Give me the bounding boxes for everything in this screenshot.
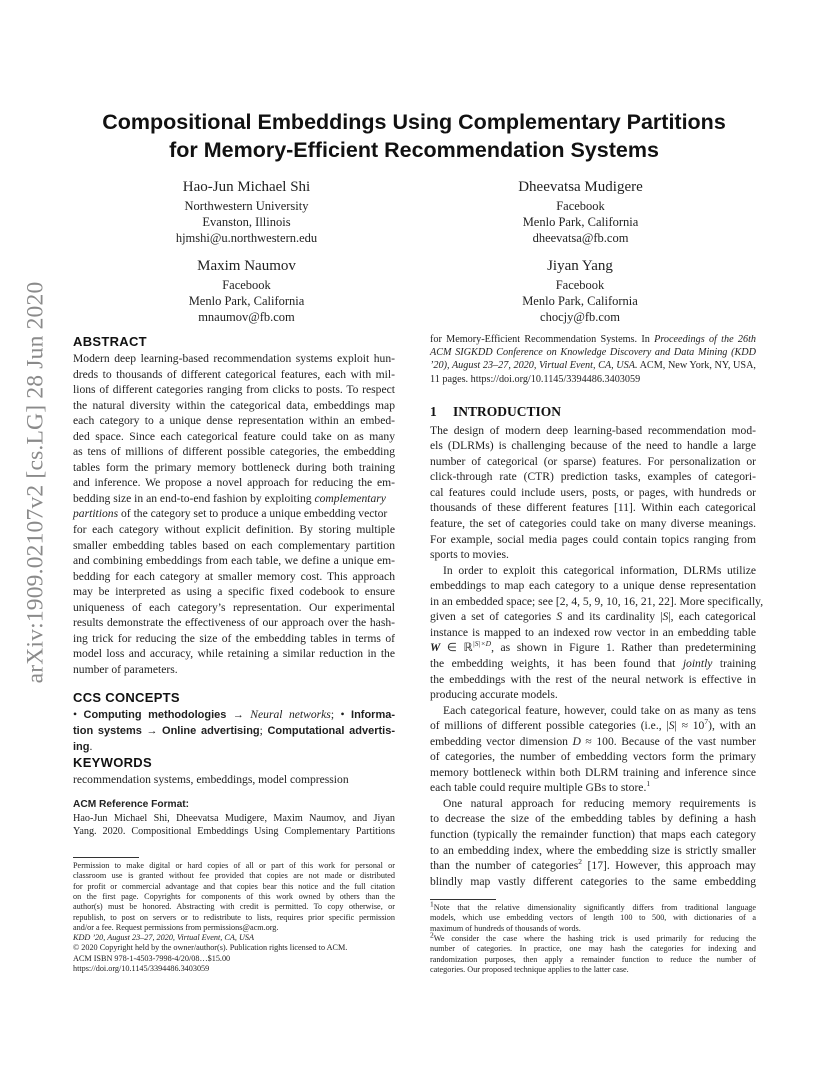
abstract-line: dreds to thousands of different categorical features, each with mil- bbox=[73, 367, 395, 381]
abstract-line: ded space. Since each categorical feature could take on as many bbox=[73, 429, 395, 443]
acm-reference-line: Yang. 2020. Compositional Embeddings Using Complementary Partitions bbox=[73, 825, 395, 837]
permission-line: author(s) must be honored. Abstracting with credit is permitted. To copy otherwise, or bbox=[73, 902, 395, 912]
ccs-line bbox=[73, 739, 395, 755]
author-location: Menlo Park, California bbox=[522, 215, 639, 230]
title-line-1: Compositional Embeddings Using Complementary Partitions bbox=[102, 110, 726, 134]
math-symbol: ∈ ℝ bbox=[440, 641, 473, 655]
body-text: of millions of different possible categories (i.e., | bbox=[430, 719, 669, 733]
arrow-icon: → bbox=[232, 709, 244, 722]
body-line bbox=[430, 858, 756, 874]
body-line: number of categorical (or sparse) features. For personalization or bbox=[430, 454, 756, 468]
bullet: • bbox=[340, 708, 345, 722]
body-line: cal features could include users, posts, or pages, with hundreds or bbox=[430, 485, 756, 499]
math-exponent: |S|×D bbox=[472, 639, 492, 649]
footnote-divider bbox=[73, 857, 139, 858]
conference-venue bbox=[73, 933, 395, 943]
acm-reference-line: 11 pages. https://doi.org/10.1145/3394486.3403059 bbox=[430, 373, 641, 385]
body-text: training bbox=[712, 656, 756, 670]
abstract-line: smaller embedding tables based on each complementary partition bbox=[73, 538, 395, 552]
author-name: Hao-Jun Michael Shi bbox=[182, 179, 311, 195]
abstract-line bbox=[73, 506, 395, 522]
body-text: embedding vector dimension bbox=[430, 734, 573, 748]
author-affiliation: Northwestern University bbox=[184, 199, 309, 213]
author-location: Menlo Park, California bbox=[188, 294, 305, 309]
abstract-line: results demonstrate the effectiveness of our approach over the hash- bbox=[73, 616, 395, 630]
separator: ; bbox=[259, 724, 263, 738]
intro-paragraph bbox=[430, 423, 756, 563]
ccs-subterm: Neural networks bbox=[250, 708, 331, 722]
permission-line: Permission to make digital or hard copies of all or part of this work for personal or bbox=[73, 861, 395, 871]
body-line: feature, the set of categories could take on many diverse meanings. bbox=[430, 517, 756, 531]
acm-reference-line bbox=[430, 359, 756, 372]
body-text: ≈ 100. Because of the vast number bbox=[580, 734, 756, 748]
body-text: each table could require multiple GBs to store. bbox=[430, 781, 647, 795]
acm-reference-line bbox=[430, 333, 756, 346]
abstract-line: Modern deep learning-based recommendation systems exploit hun- bbox=[73, 352, 395, 365]
author-name: Maxim Naumov bbox=[197, 258, 296, 274]
abstract-line: and combining embeddings from each table, we define a unique em- bbox=[73, 554, 395, 568]
ccs-term: Informa- bbox=[351, 709, 396, 722]
body-line: to an embedding index, where the embedding size is strictly smaller bbox=[430, 843, 756, 857]
author-location: Evanston, Illinois bbox=[202, 215, 291, 230]
footnote-marker: 2 bbox=[430, 930, 434, 940]
permission-line: and/or a fee. Request permissions from permissions@acm.org. bbox=[73, 922, 279, 932]
ref-venue: ACM SIGKDD Conference on Knowledge Discovery and Data Mining (KDD bbox=[430, 347, 756, 359]
permission-line: on the first page. Copyrights for components of this work owned by others than the bbox=[73, 891, 395, 901]
math-symbol: W bbox=[430, 641, 441, 655]
arxiv-identifier-text: arXiv:1909.02107v2 [cs.LG] 28 Jun 2020 bbox=[22, 281, 49, 684]
footnote-marker[interactable]: 2 bbox=[578, 857, 583, 867]
permission-line: republish, to post on servers or to redistribute to lists, requires prior specific permission bbox=[73, 912, 395, 922]
author-block bbox=[480, 257, 680, 326]
period: . bbox=[89, 739, 93, 753]
permission-line: for profit or commercial advantage and that copies bear this notice and the full citation bbox=[73, 881, 395, 891]
math-exponent: 7 bbox=[704, 717, 709, 727]
abstract-line: model loss and accuracy, while retaining a similar reduction in the bbox=[73, 647, 395, 661]
keywords-text: recommendation systems, embeddings, model compression bbox=[73, 773, 349, 787]
body-line bbox=[430, 656, 756, 672]
author-name: Jiyan Yang bbox=[547, 258, 613, 274]
body-line: function (typically the remainder function) that maps each category bbox=[430, 827, 756, 841]
body-line bbox=[430, 609, 756, 625]
ccs-line bbox=[73, 723, 395, 739]
body-line: of categories, the number of embedding vectors form the primary bbox=[430, 750, 756, 764]
body-line bbox=[430, 718, 756, 734]
body-line: sports to movies. bbox=[430, 548, 509, 562]
acm-reference-continued bbox=[430, 333, 756, 386]
abstract-line: each category to a unique dense representation within an embed- bbox=[73, 414, 395, 428]
ccs-concepts bbox=[73, 707, 395, 754]
body-line: instance is mapped to an indexed row vector in an embedding table bbox=[430, 625, 756, 639]
abstract-emphasis: complementary bbox=[314, 491, 386, 505]
footnote-line: models, which use embedding vectors of length 100 to 500, with dictionaries of a bbox=[430, 913, 756, 923]
abstract-text: bedding size in an end-to-end fashion by exploiting bbox=[73, 491, 315, 505]
author-email[interactable]: hjmshi@u.northwestern.edu bbox=[175, 231, 318, 246]
arrow-icon: → bbox=[146, 725, 158, 738]
footnote-text: We consider the case where the hashing trick is used primarily for reducing the bbox=[433, 934, 756, 944]
body-text: [17]. However, this approach may bbox=[582, 859, 756, 873]
body-line: producing accurate models. bbox=[430, 688, 558, 702]
abstract-line: and inference. We propose a novel approach for reducing the em- bbox=[73, 476, 395, 490]
acm-reference-line: Hao-Jun Michael Shi, Dheevatsa Mudigere, Maxim Naumov, and Jiyan bbox=[73, 812, 395, 824]
body-line: blindly map vastly different categories to the same embedding bbox=[430, 874, 756, 888]
abstract-line: uniqueness of each category’s representation. Our experimental bbox=[73, 600, 395, 614]
abstract-line: number of parameters. bbox=[73, 662, 178, 676]
footnote-line bbox=[430, 899, 756, 913]
ccs-subterm: Online advertising bbox=[162, 725, 260, 738]
abstract-line: as tens of millions of different possible categories, the embedding bbox=[73, 445, 395, 459]
body-text: the embedding weights, it has been found that bbox=[430, 656, 683, 670]
math-symbol: D bbox=[572, 734, 581, 748]
author-block bbox=[467, 178, 694, 247]
abstract-line: may be interpreted as using a specific fixed codebook to ensure bbox=[73, 585, 395, 599]
footnote-marker[interactable]: 1 bbox=[646, 779, 651, 789]
body-line: The design of modern deep learning-based recommendation mod- bbox=[430, 423, 756, 437]
body-line: Each categorical feature, however, could take on as many as tens bbox=[443, 703, 756, 717]
abstract-line: bedding for each category at smaller memory cost. This approach bbox=[73, 569, 395, 583]
title-line-2: for Memory-Efficient Recommendation Systems bbox=[169, 138, 659, 162]
footnote-line: maximum of hundreds of thousands of words. bbox=[430, 923, 581, 933]
author-email[interactable]: mnaumov@fb.com bbox=[198, 310, 295, 325]
body-line: click-through rate (CTR) prediction tasks, examples of categori- bbox=[430, 470, 756, 484]
abstract-line: for each category without explicit definition. By storing multiple bbox=[73, 523, 395, 537]
abstract-heading: ABSTRACT bbox=[73, 334, 147, 349]
permission-line: classroom use is granted without fee provided that copies are not made or distributed bbox=[73, 871, 395, 881]
footnote-line: categories. Our proposed technique applies to the latter case. bbox=[430, 964, 629, 974]
venue-text: KDD ’20, August 23–27, 2020, Virtual Event, CA, USA bbox=[73, 933, 254, 943]
author-name: Dheevatsa Mudigere bbox=[518, 179, 643, 195]
footnote-line: number of categories. In practice, one may hash the categories for indexing and bbox=[430, 944, 756, 954]
math-symbol: S bbox=[556, 610, 563, 624]
author-affiliation: Facebook bbox=[556, 199, 605, 213]
footnote-line bbox=[430, 930, 756, 944]
body-text: and its cardinality | bbox=[562, 610, 663, 624]
keywords-heading: KEYWORDS bbox=[73, 755, 152, 771]
doi-link[interactable]: https://doi.org/10.1145/3394486.3403059 bbox=[73, 964, 210, 974]
section-title: INTRODUCTION bbox=[453, 403, 562, 419]
ccs-line bbox=[73, 707, 395, 723]
math-symbol: S bbox=[668, 719, 675, 733]
footnote-marker: 1 bbox=[430, 899, 434, 909]
paper-title bbox=[60, 108, 768, 164]
abstract-body bbox=[73, 351, 395, 677]
permission-notice bbox=[73, 861, 395, 974]
body-text: given a set of categories bbox=[430, 610, 557, 624]
separator: ; bbox=[330, 708, 335, 722]
body-line bbox=[430, 640, 756, 656]
body-text: | ≈ 10 bbox=[674, 719, 705, 733]
body-text: than the number of categories bbox=[430, 859, 579, 873]
body-line bbox=[430, 734, 756, 750]
author-affiliation: Facebook bbox=[555, 278, 605, 292]
ccs-term: tion systems bbox=[73, 725, 142, 738]
abstract-emphasis: partitions bbox=[73, 507, 119, 521]
author-block bbox=[140, 178, 353, 247]
abstract-line: lions of different categories ranging from clicks to posts. To respect bbox=[73, 383, 395, 397]
body-text: ), with an bbox=[708, 719, 756, 733]
body-line: embeddings to map each category to a unique dense representation bbox=[430, 579, 756, 593]
acm-reference-line bbox=[430, 346, 756, 359]
author-block bbox=[150, 257, 343, 326]
ccs-subterm: Computational advertis- bbox=[267, 725, 396, 738]
section-number: 1 bbox=[430, 403, 437, 419]
body-line: memory bottleneck within both DLRM training and inference since bbox=[430, 765, 756, 779]
body-line: thousands of these different features [11]. Within each categorical bbox=[430, 501, 756, 515]
ccs-term: Computing methodologies bbox=[83, 709, 227, 722]
abstract-line: the natural diversity within the categorical data, embeddings map bbox=[73, 398, 395, 412]
footnote-text: Note that the relative dimensionality significantly differs from traditional language bbox=[433, 903, 756, 913]
body-text: |, each categorical bbox=[668, 610, 756, 624]
isbn-line: ACM ISBN 978-1-4503-7998-4/20/08…$15.00 bbox=[73, 953, 231, 963]
acm-reference-heading: ACM Reference Format: bbox=[73, 798, 190, 810]
body-line: els (DLRMs) is challenging because of the need to handle a large bbox=[430, 439, 756, 453]
ccs-subterm: ing bbox=[73, 740, 90, 753]
intro-paragraph bbox=[430, 703, 756, 796]
body-text: , as shown in Figure 1. Rather than predetermining bbox=[491, 641, 756, 655]
intro-paragraph bbox=[430, 796, 756, 889]
body-line: in an embedded space; see [2, 4, 5, 9, 10, 16, 21, 22]. More specifically, bbox=[430, 594, 764, 608]
abstract-text: of the category set to produce a unique embedding vector bbox=[118, 507, 388, 521]
body-line: to decrease the size of the embedding tables by defining a hash bbox=[430, 812, 756, 826]
ref-venue: Proceedings of the 26th bbox=[654, 334, 756, 345]
body-line bbox=[430, 780, 756, 796]
body-line: the embeddings with the rest of the neural network is effective in bbox=[430, 672, 756, 686]
right-column bbox=[430, 333, 764, 975]
emphasis: jointly bbox=[682, 656, 713, 670]
bullet: • bbox=[73, 708, 78, 722]
footnote-divider bbox=[430, 899, 496, 900]
footnote-line: randomization purposes, then apply a remainder function to reduce the number of bbox=[430, 954, 756, 964]
ref-text: for Memory-Efficient Recommendation Systems. In bbox=[430, 334, 655, 345]
abstract-line: tables form the primary memory bottleneck during both training bbox=[73, 460, 395, 474]
author-affiliation: Facebook bbox=[222, 278, 271, 292]
copyright-line: © 2020 Copyright held by the owner/author(s). Publication rights licensed to ACM. bbox=[73, 943, 348, 953]
acm-reference bbox=[73, 798, 395, 838]
section-heading-introduction bbox=[430, 403, 756, 421]
ref-venue: ’20), August 23–27, 2020, Virtual Event, CA, USA. bbox=[430, 360, 638, 372]
abstract-line: ing trick for reducing the size of the embedding tables in terms of bbox=[73, 631, 395, 645]
ref-text: ACM, New York, NY, USA, bbox=[637, 360, 756, 372]
arxiv-identifier bbox=[16, 281, 56, 684]
author-location: Menlo Park, California bbox=[522, 294, 638, 309]
abstract-line bbox=[73, 491, 395, 507]
intro-paragraph bbox=[430, 563, 764, 703]
body-line: One natural approach for reducing memory requirements is bbox=[443, 796, 756, 810]
left-column bbox=[73, 333, 395, 974]
footnotes bbox=[430, 899, 756, 975]
author-email[interactable]: dheevatsa@fb.com bbox=[532, 231, 629, 246]
body-line: For example, social media pages could contain topics ranging from bbox=[430, 532, 756, 546]
author-email[interactable]: chocjy@fb.com bbox=[540, 310, 620, 325]
math-symbol: S bbox=[662, 610, 669, 624]
body-line: In order to exploit this categorical information, DLRMs utilize bbox=[443, 563, 756, 577]
ccs-heading: CCS CONCEPTS bbox=[73, 690, 180, 706]
